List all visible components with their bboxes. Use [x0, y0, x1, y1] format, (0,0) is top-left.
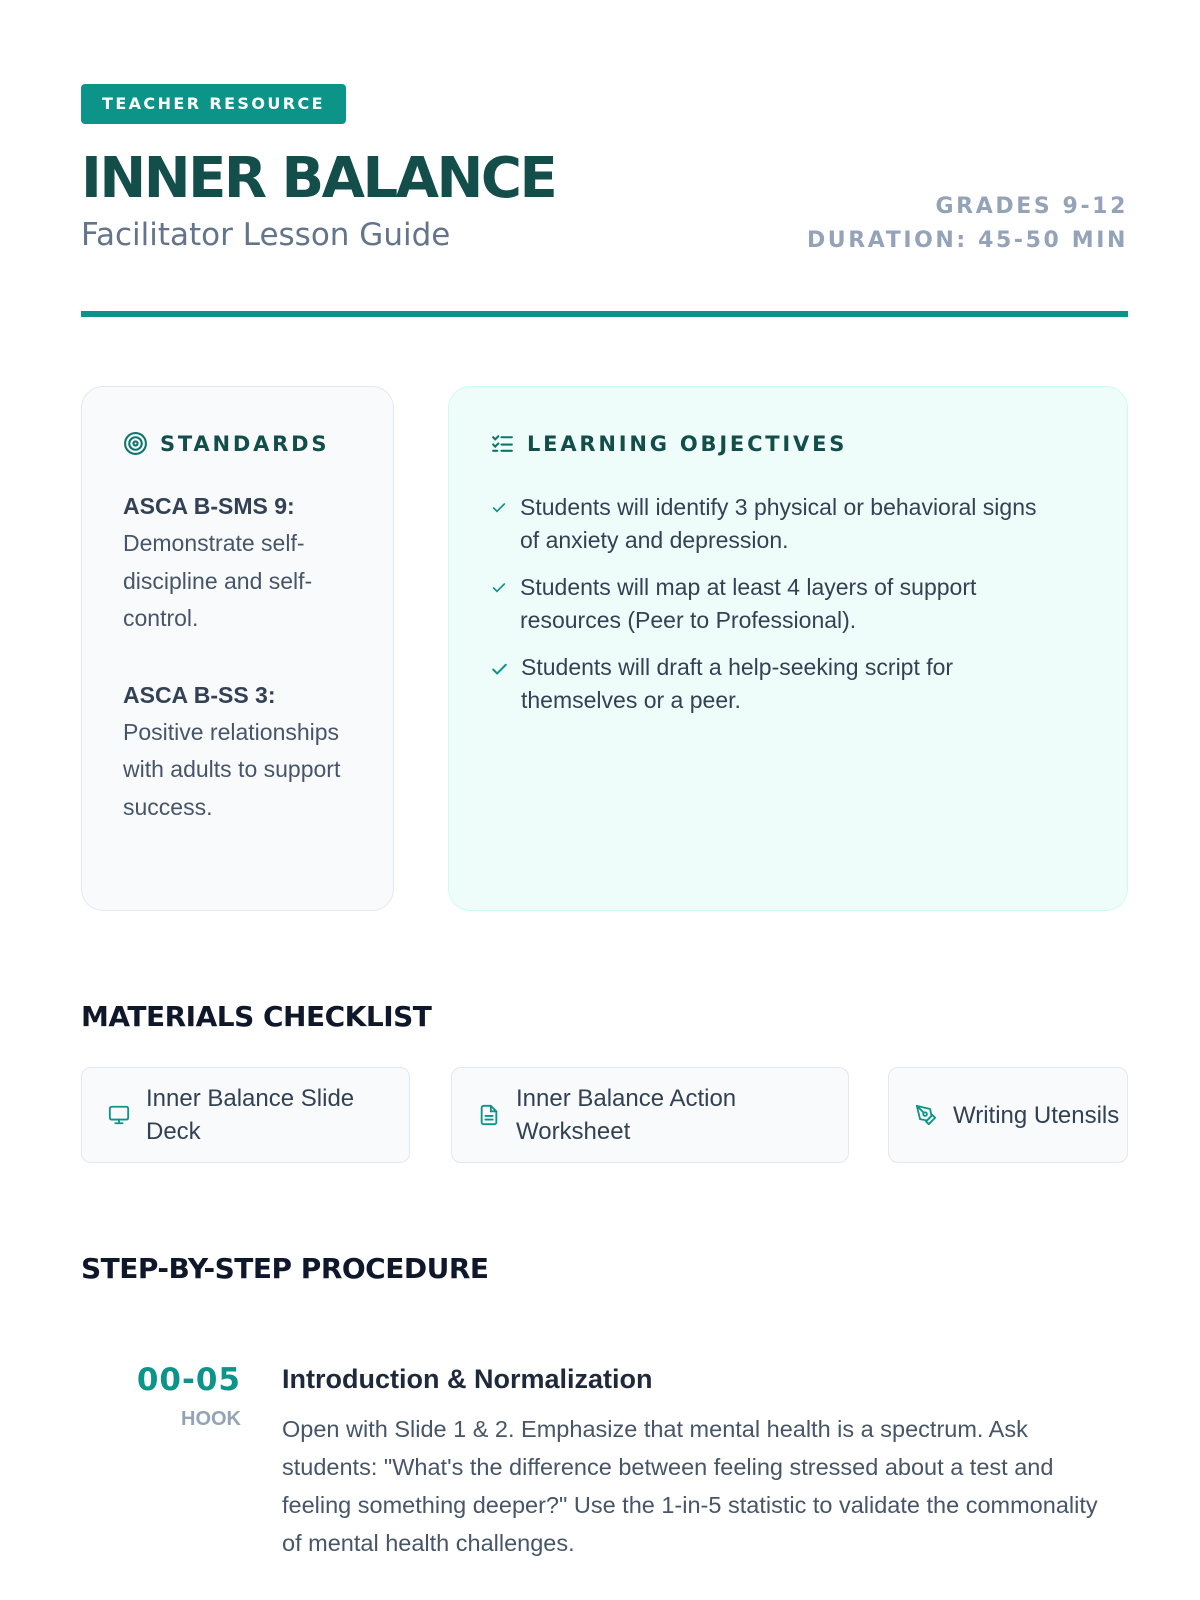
- list-item: [490, 491, 1050, 557]
- objective-text: Students will map at least 4 layers of support resources (Peer to Professional).: [520, 574, 977, 633]
- standard-description: Demonstrate self-discipline and self-control.: [123, 530, 313, 631]
- header-divider: [81, 311, 1128, 317]
- step-time: 00-05: [136, 1362, 241, 1398]
- standards-list: [123, 487, 353, 826]
- standards-heading-label: STANDARDS: [160, 431, 330, 456]
- page-title: INNER BALANCE: [81, 146, 556, 211]
- objectives-list: [490, 491, 1050, 731]
- material-item-worksheet: [451, 1067, 849, 1163]
- standards-heading: [123, 431, 329, 456]
- standards-card: [81, 386, 394, 911]
- checklist-icon: [490, 431, 515, 456]
- step-phase: HOOK: [181, 1408, 241, 1430]
- duration-label: DURATION: 45-50 MIN: [806, 228, 1128, 253]
- step-title: Introduction & Normalization: [282, 1364, 653, 1394]
- grades-label: GRADES 9-12: [935, 194, 1128, 219]
- objective-text: Students will draft a help-seeking script for themselves or a peer.: [521, 654, 954, 713]
- objective-text: Students will identify 3 physical or behavioral signs of anxiety and depression.: [520, 494, 1037, 553]
- pen-icon: [915, 1104, 937, 1126]
- materials-heading: MATERIALS CHECKLIST: [81, 1000, 432, 1033]
- objectives-heading-label: LEARNING OBJECTIVES: [527, 431, 848, 456]
- check-icon: [490, 500, 508, 516]
- teacher-resource-badge: TEACHER RESOURCE: [81, 84, 346, 124]
- check-icon: [490, 660, 509, 679]
- lesson-meta: [807, 190, 1128, 258]
- monitor-icon: [108, 1104, 130, 1126]
- material-label: Inner Balance Action Worksheet: [516, 1085, 737, 1145]
- procedure-heading: STEP-BY-STEP PROCEDURE: [81, 1252, 489, 1285]
- objectives-heading: [490, 431, 847, 456]
- standard-code: ASCA B-SS 3:: [123, 681, 276, 708]
- lesson-guide-page: [81, 0, 1128, 1600]
- list-item: [490, 651, 1050, 717]
- standard-description: Positive relationships with adults to support success.: [123, 718, 341, 820]
- step-description: Open with Slide 1 & 2. Emphasize that mental health is a spectrum. Ask students: "What's the difference between feeling stressed about a test and feeling something deeper?" Use the 1-in-5 statistic to validate the commonality of mental health challenges.: [282, 1416, 1098, 1556]
- material-label: Writing Utensils: [953, 1101, 1120, 1129]
- page-subtitle: Facilitator Lesson Guide: [81, 217, 451, 253]
- list-item: [490, 571, 1050, 637]
- material-item-slide-deck: [81, 1067, 410, 1163]
- target-icon: [123, 431, 148, 456]
- material-label: Inner Balance Slide Deck: [146, 1085, 355, 1145]
- material-item-writing-utensils: [888, 1067, 1128, 1163]
- standard-code: ASCA B-SMS 9:: [123, 493, 295, 519]
- document-icon: [478, 1104, 500, 1126]
- check-icon: [490, 580, 508, 596]
- learning-objectives-card: [448, 386, 1128, 911]
